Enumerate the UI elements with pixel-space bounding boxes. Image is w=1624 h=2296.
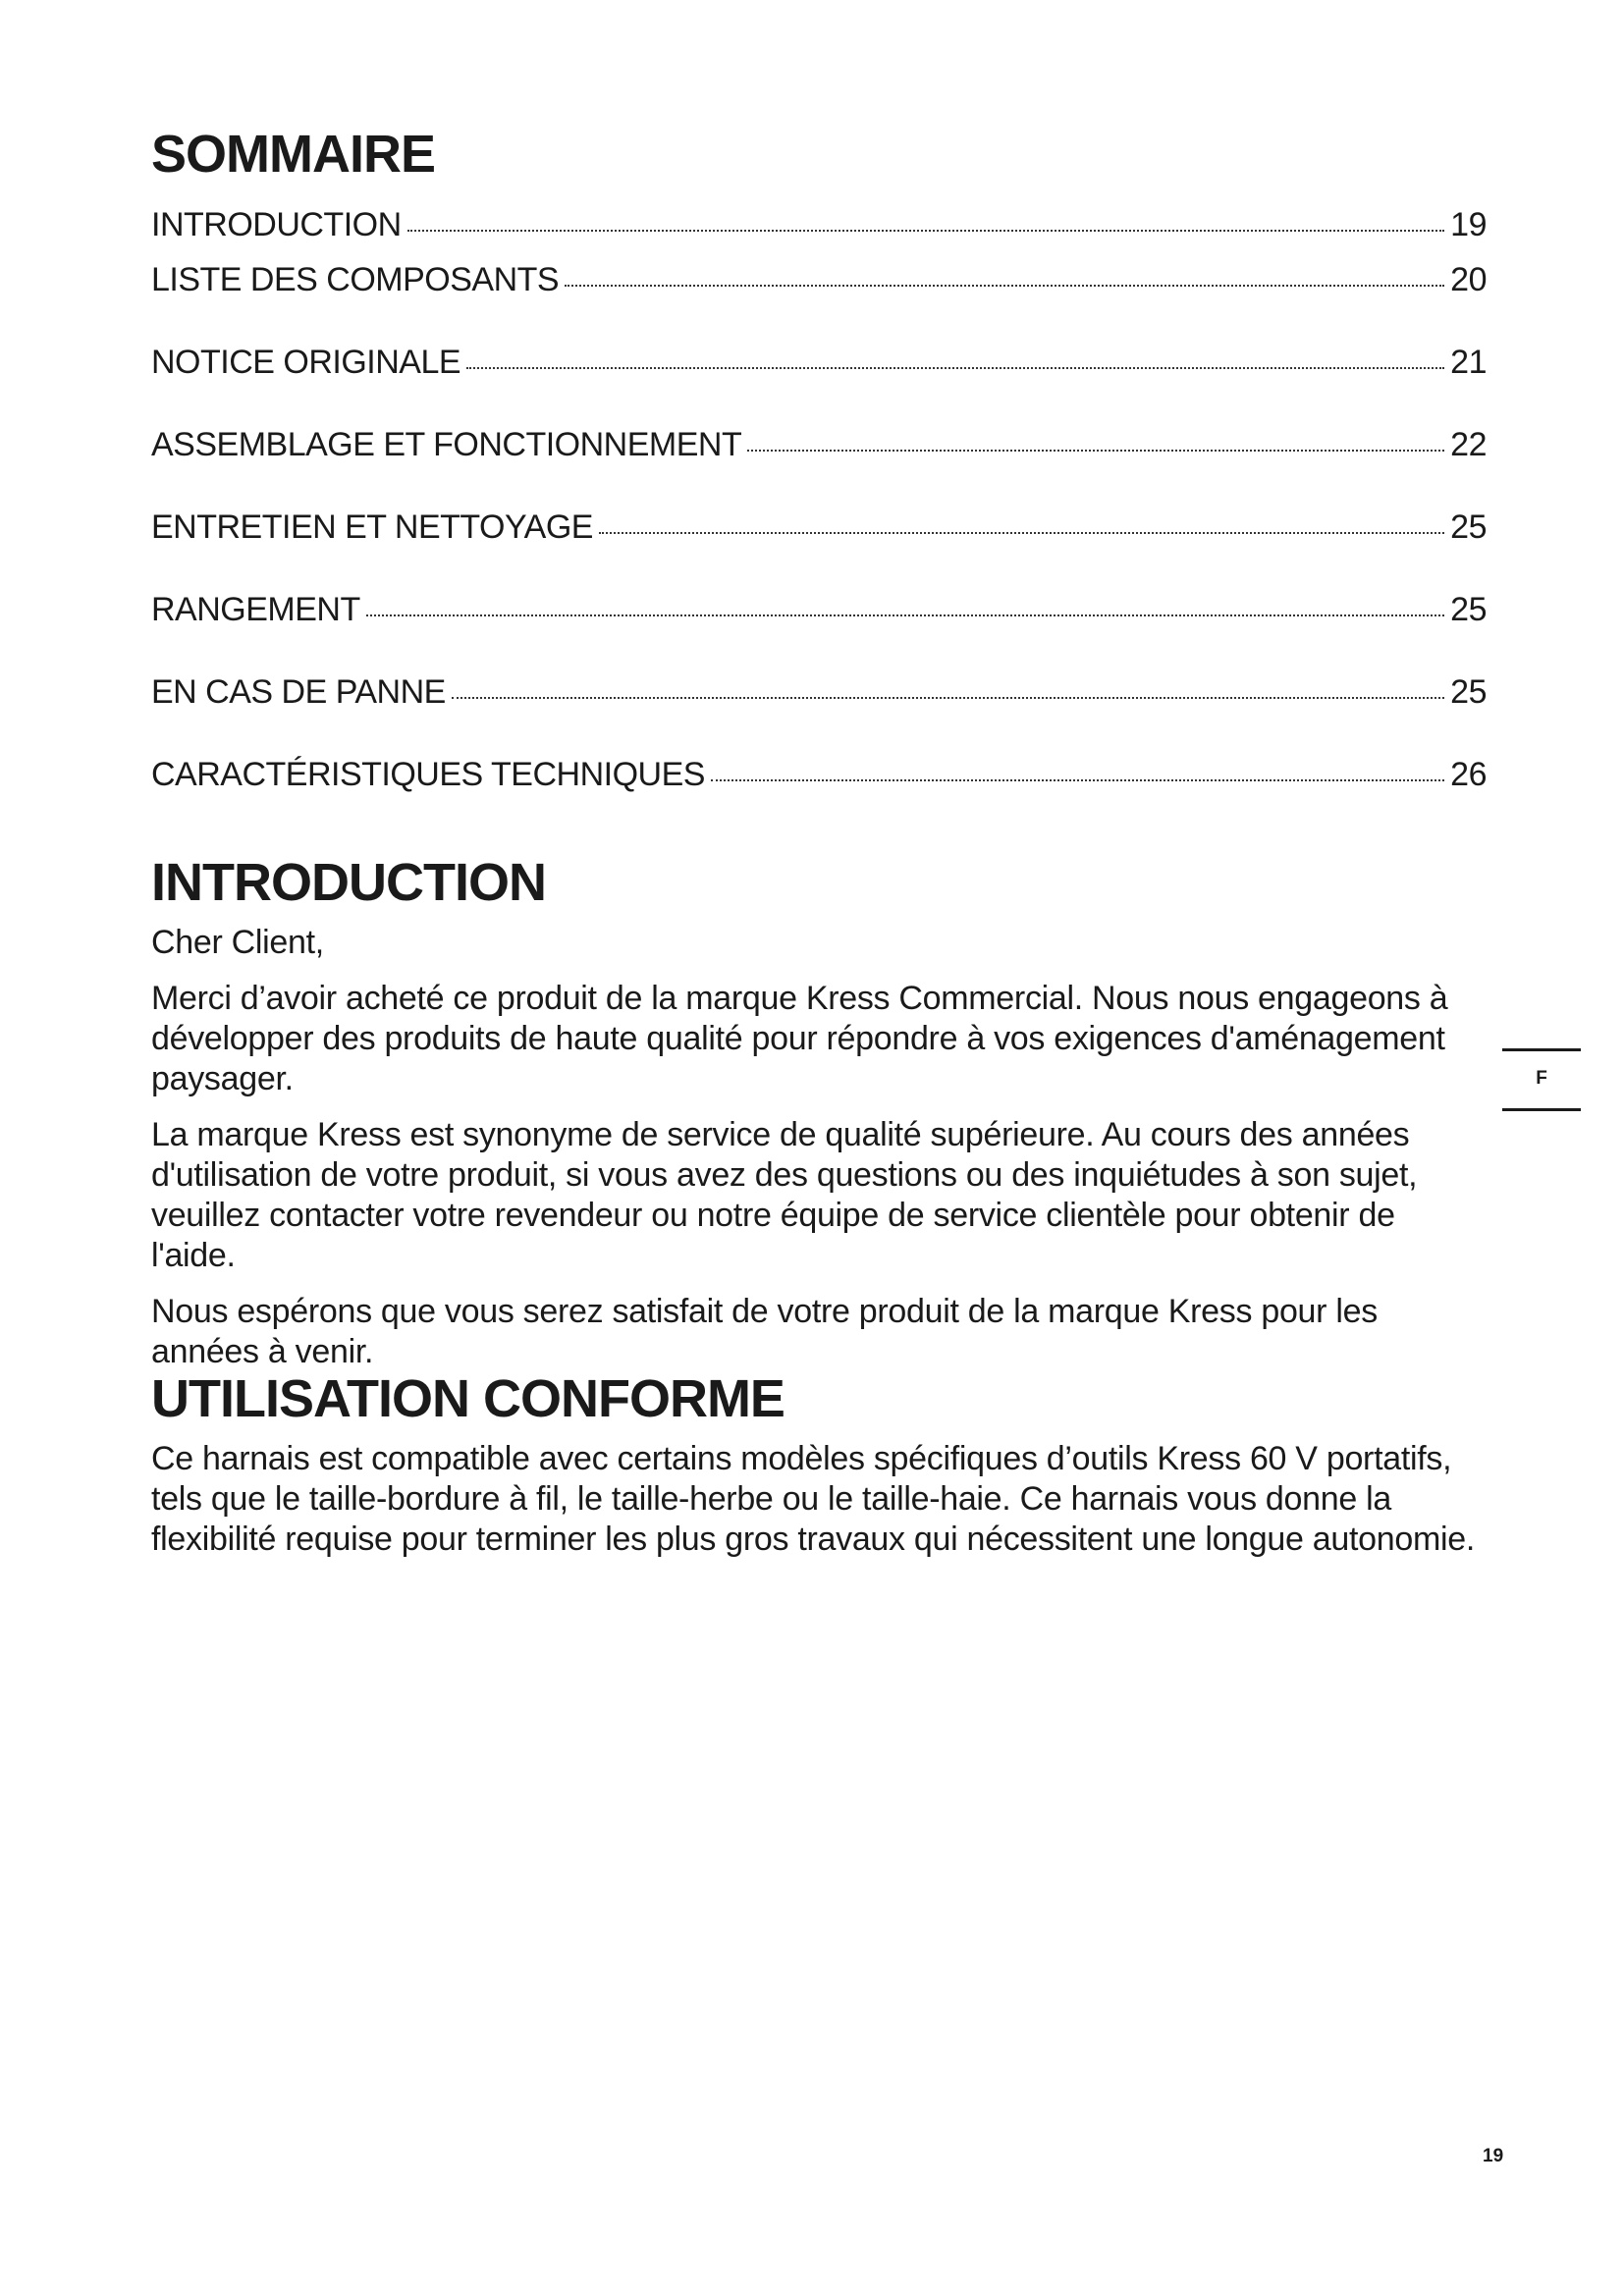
page-number: 19 bbox=[1483, 2146, 1504, 2166]
toc-entry-title: LISTE DES COMPOSANTS bbox=[151, 261, 560, 298]
introduction-paragraph: Nous espérons que vous serez satisfait de votre produit de la marque Kress pour les années à venir. bbox=[151, 1293, 1378, 1370]
toc-entry-page: 19 bbox=[1450, 206, 1487, 243]
language-tab bbox=[1502, 1048, 1581, 1111]
introduction-heading: INTRODUCTION bbox=[151, 853, 546, 912]
toc-entry-page: 22 bbox=[1450, 426, 1487, 463]
toc-entry-page: 25 bbox=[1450, 591, 1487, 628]
introduction-paragraph: La marque Kress est synonyme de service de qualité supérieure. Au cours des années d'utilisation de votre produit, si vous avez des questions ou des inquiétudes à son sujet, veuillez contacter votre revendeur ou notre équipe de service clientèle pour obtenir de l'aide. bbox=[151, 1116, 1418, 1274]
toc-entry-entretien[interactable] bbox=[151, 510, 1487, 593]
toc-entry-en-cas-de-panne[interactable] bbox=[151, 675, 1487, 758]
language-tab-top-rule bbox=[1502, 1048, 1581, 1051]
intended-use-heading: UTILISATION CONFORME bbox=[151, 1369, 785, 1428]
toc-entry-title: ENTRETIEN ET NETTOYAGE bbox=[151, 508, 593, 546]
toc-entry-notice-originale[interactable] bbox=[151, 346, 1487, 428]
toc-entry-title: INTRODUCTION bbox=[151, 206, 402, 243]
toc-entry-title: ASSEMBLAGE ET FONCTIONNEMENT bbox=[151, 426, 742, 463]
toc-entry-caracteristiques[interactable] bbox=[151, 758, 1487, 840]
toc-heading: SOMMAIRE bbox=[151, 125, 435, 184]
toc-leader-dots bbox=[466, 367, 1444, 369]
toc-leader-dots bbox=[407, 230, 1445, 232]
toc-entry-rangement[interactable] bbox=[151, 593, 1487, 675]
toc-entry-page: 21 bbox=[1450, 344, 1487, 381]
introduction-paragraph: Merci d’avoir acheté ce produit de la marque Kress Commercial. Nous nous engageons à développer des produits de haute qualité pour répondre à vos exigences d'aménagement paysager. bbox=[151, 980, 1448, 1097]
toc-leader-dots bbox=[452, 697, 1444, 699]
toc-entry-title: EN CAS DE PANNE bbox=[151, 673, 446, 711]
table-of-contents bbox=[151, 208, 1487, 840]
toc-leader-dots bbox=[565, 285, 1444, 287]
toc-entry-title: RANGEMENT bbox=[151, 591, 360, 628]
toc-leader-dots bbox=[366, 614, 1444, 616]
language-tab-bottom-rule bbox=[1502, 1108, 1581, 1111]
toc-entry-liste-des-composants[interactable] bbox=[151, 263, 1487, 346]
toc-entry-page: 25 bbox=[1450, 508, 1487, 546]
intended-use-paragraph: Ce harnais est compatible avec certains modèles spécifiques d’outils Kress 60 V portatifs, tels que le taille-bordure à fil, le taille-herbe ou le taille-haie. Ce harnais vous donne la flexibilité requise pour terminer les plus gros travaux qui nécessitent une longue autonomie. bbox=[151, 1440, 1475, 1558]
toc-leader-dots bbox=[599, 532, 1444, 534]
toc-leader-dots bbox=[711, 779, 1444, 781]
toc-entry-assemblage[interactable] bbox=[151, 428, 1487, 510]
toc-entry-page: 20 bbox=[1450, 261, 1487, 298]
language-tab-letter: F bbox=[1536, 1068, 1547, 1089]
toc-entry-introduction[interactable] bbox=[151, 208, 1487, 263]
toc-entry-title: NOTICE ORIGINALE bbox=[151, 344, 461, 381]
toc-leader-dots bbox=[747, 450, 1444, 452]
page-content bbox=[151, 125, 1487, 1560]
toc-entry-page: 25 bbox=[1450, 673, 1487, 711]
toc-entry-title: CARACTÉRISTIQUES TECHNIQUES bbox=[151, 756, 705, 793]
introduction-greeting: Cher Client, bbox=[151, 924, 324, 961]
toc-entry-page: 26 bbox=[1450, 756, 1487, 793]
